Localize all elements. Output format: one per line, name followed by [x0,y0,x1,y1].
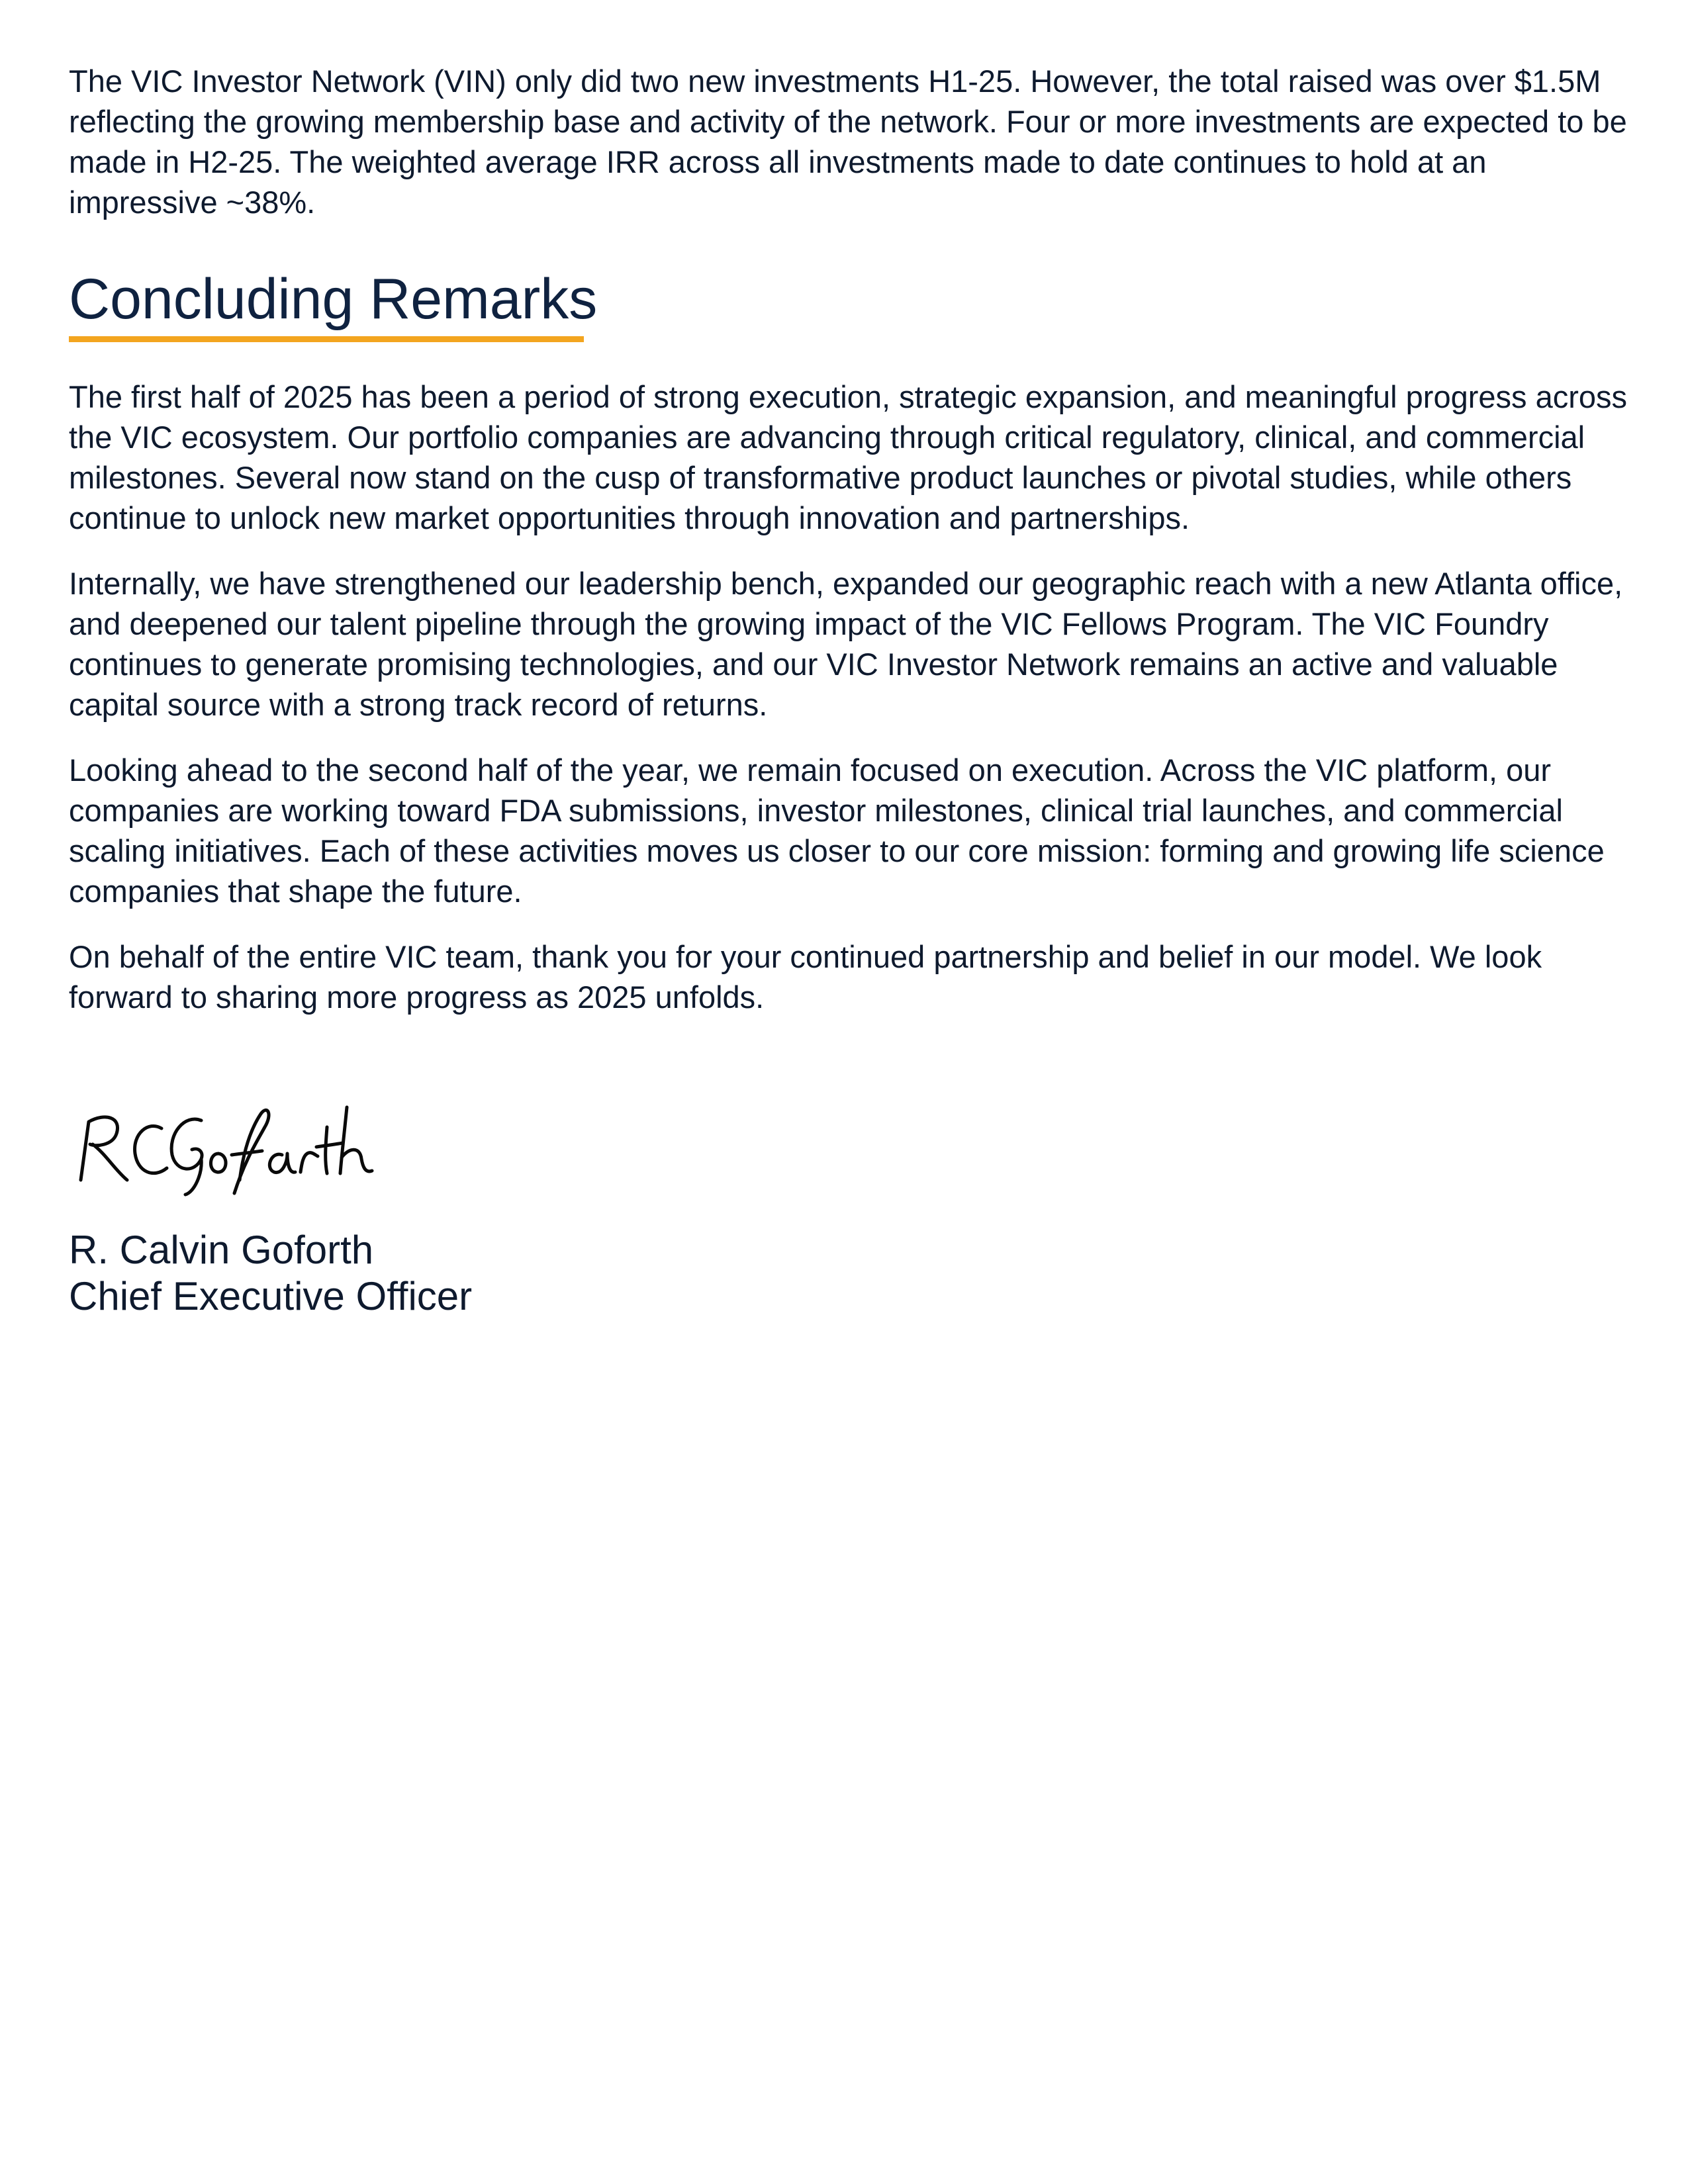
signer-block [69,1227,1631,1320]
signer-name: R. Calvin Goforth [69,1228,374,1272]
intro-paragraph: The VIC Investor Network (VIN) only did two new investments H1-25. However, the total raised was over $1.5M reflecting the growing membership base and activity of the network. Four or more investments are expected to be made in H2-25. The weighted average IRR across all investments made to date continues to hold at an impressive ~38%. [69,64,1627,220]
handwritten-signature [69,1081,380,1200]
section-heading [69,266,597,342]
paragraph-3: Looking ahead to the second half of the year, we remain focused on execution. Across the VIC platform, our companies are working toward FDA submissions, investor milestones, clinical trial launches, and commercial scaling initiatives. Each of these activities moves us closer to our core mission: forming and growing life science companies that shape the future. [69,752,1605,909]
signer-title: Chief Executive Officer [69,1274,473,1318]
paragraph-2: Internally, we have strengthened our leadership bench, expanded our geographic reach with a new Atlanta office, and deepened our talent pipeline through the growing impact of the VIC Fellows Program. The VIC Foundry continues to generate promising technologies, and our VIC Investor Network remains an active and valuable capital source with a strong track record of returns. [69,566,1623,722]
section-title: Concluding Remarks [69,267,598,331]
paragraph-1: The first half of 2025 has been a period of strong execution, strategic expansion, and meaningful progress across the VIC ecosystem. Our portfolio companies are advancing through critical regulatory, clinical, and commercial milestones. Several now stand on the cusp of transformative product launches or pivotal studies, while others continue to unlock new market opportunities through innovation and partnerships. [69,379,1628,535]
paragraph-4: On behalf of the entire VIC team, thank you for your continued partnership and belief in our model. We look forward to sharing more progress as 2025 unfolds. [69,939,1542,1015]
heading-underline [69,336,584,342]
document-page [69,61,1631,1320]
